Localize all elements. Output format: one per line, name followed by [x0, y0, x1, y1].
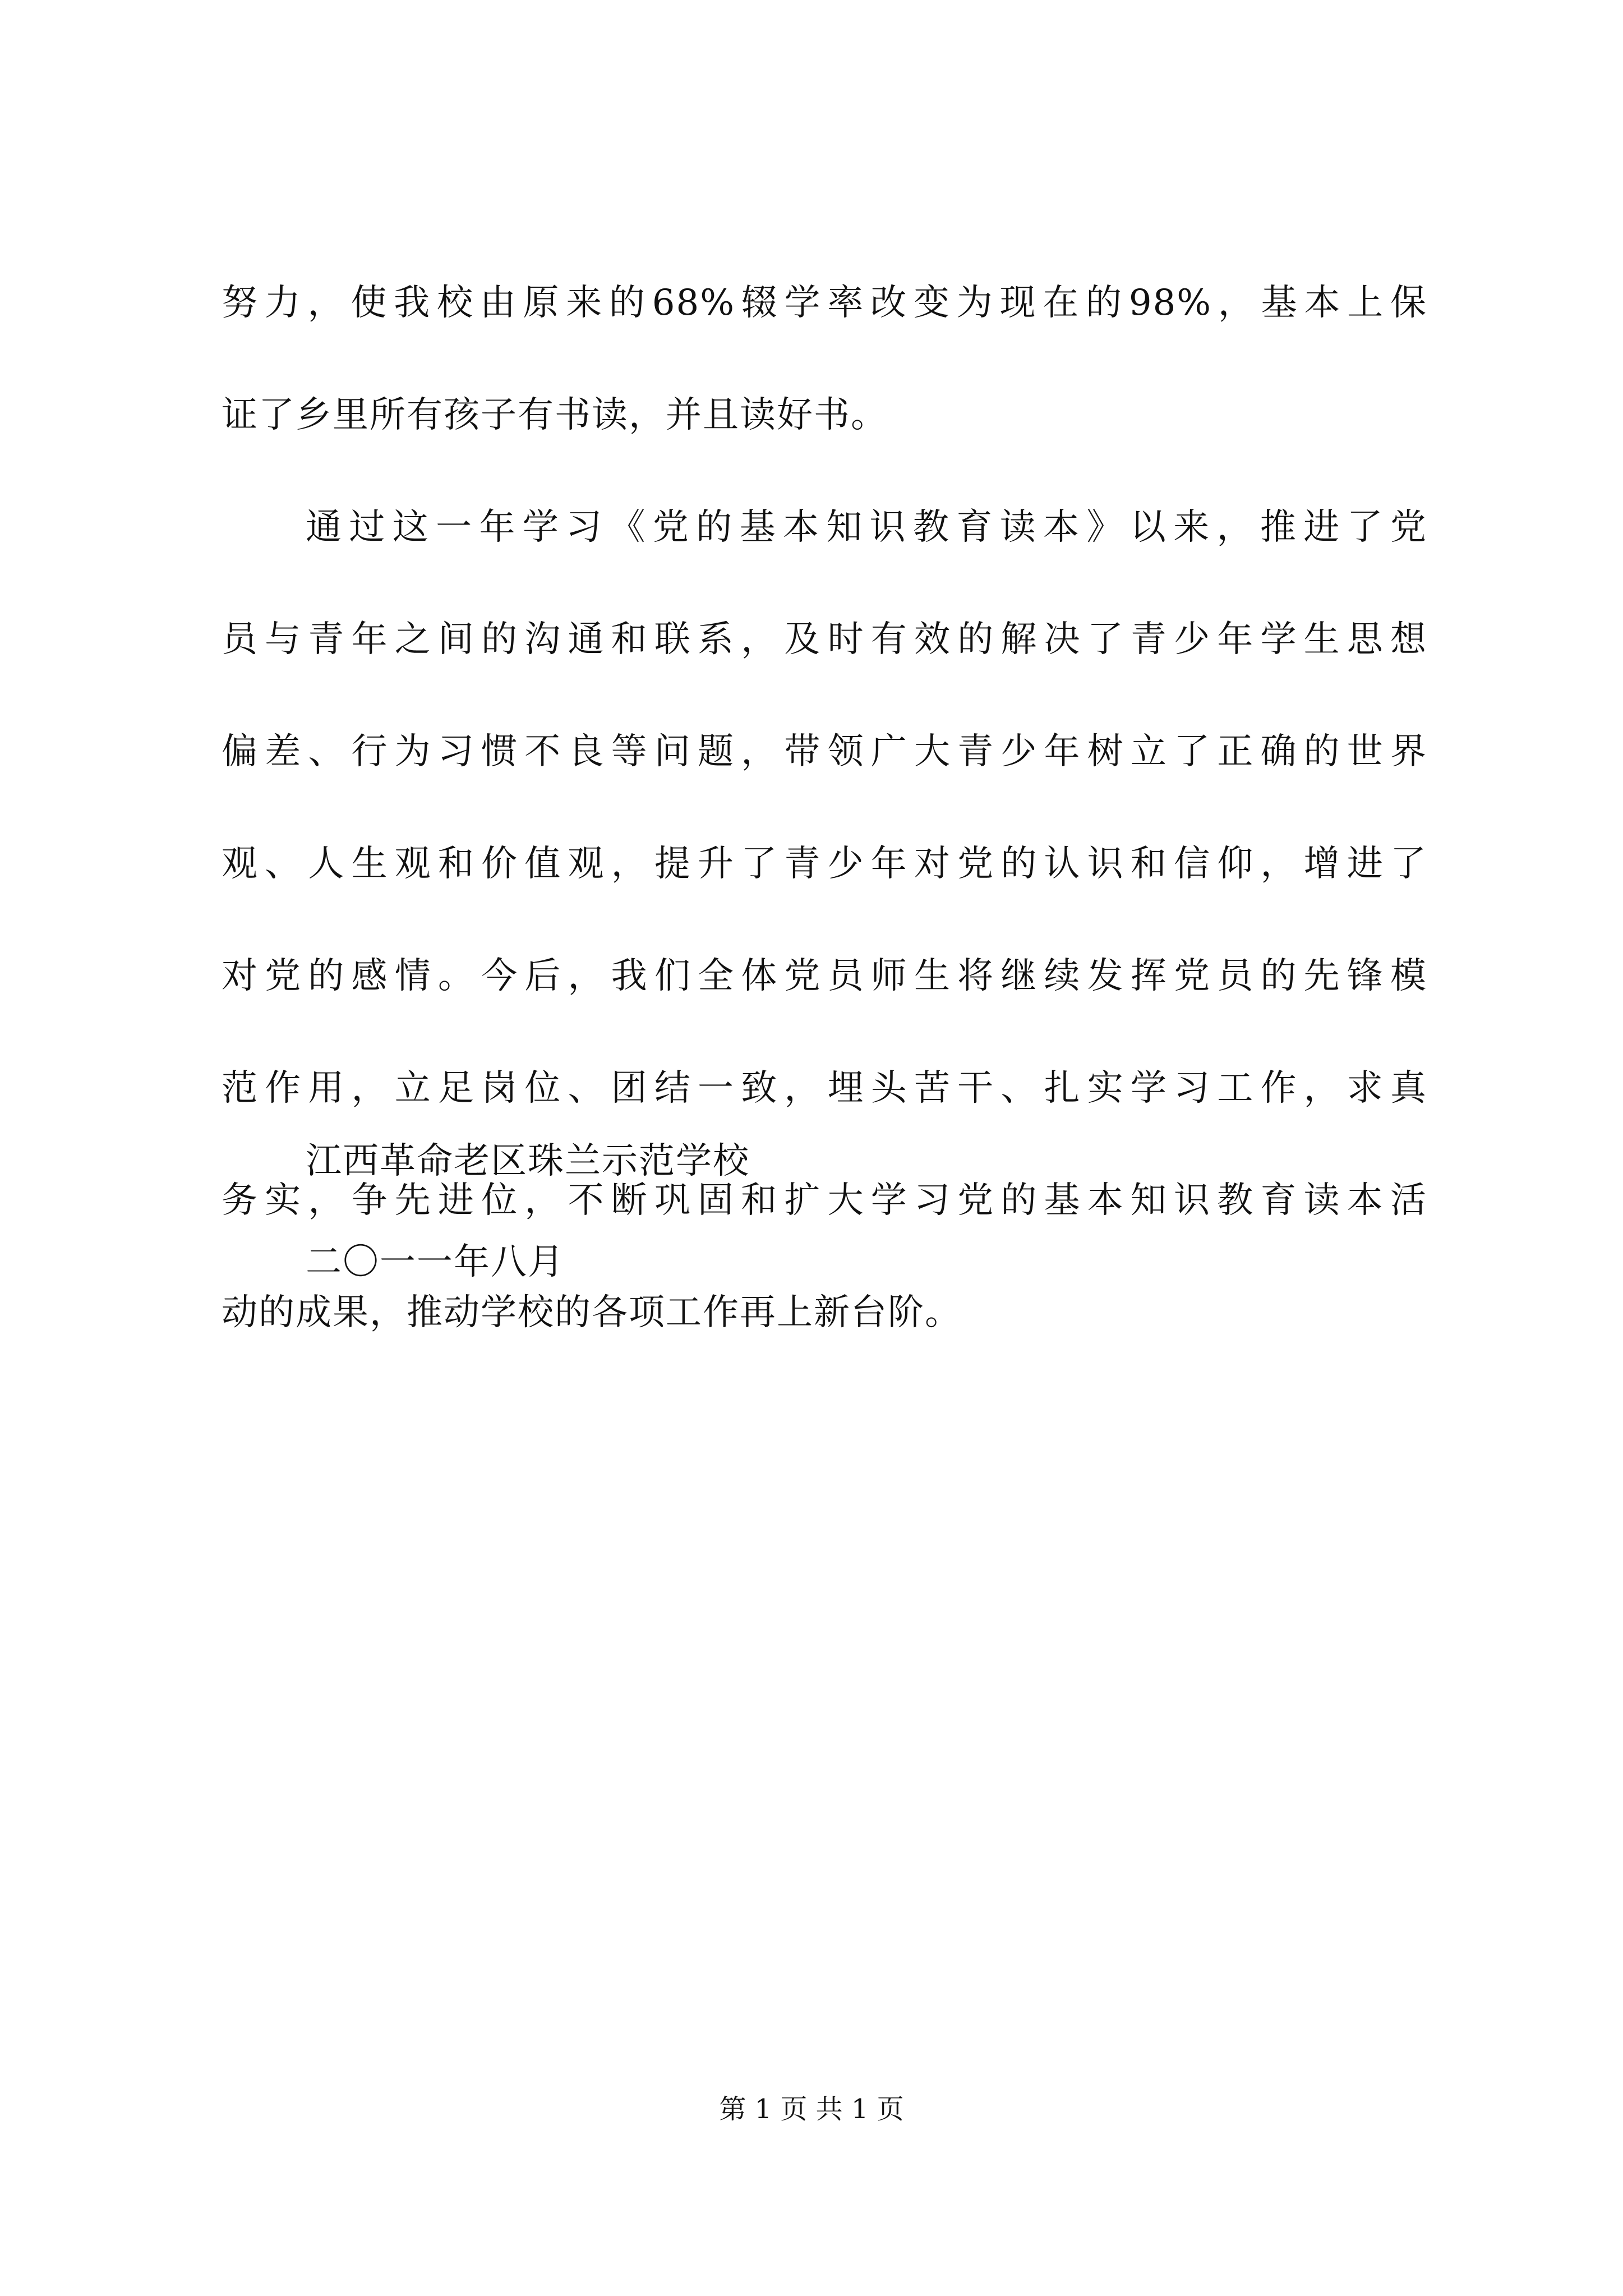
- paragraph-line: 对党的感情。今后，我们全体党员师生将继续发挥党员的先锋模: [222, 955, 1427, 997]
- signature-date: 二〇一一年八月: [306, 1241, 565, 1283]
- paragraph-line: 通过这一年学习《党的基本知识教育读本》以来，推进了党: [306, 507, 1427, 548]
- paragraph-line: 努力，使我校由原来的68%辍学率改变为现在的98%，基本上保: [222, 282, 1427, 324]
- page-footer: 第 1 页 共 1 页: [719, 2093, 904, 2125]
- paragraph-line: 员与青年之间的沟通和联系，及时有效的解决了青少年学生思想: [222, 619, 1427, 660]
- paragraph-line: 证了乡里所有孩子有书读，并且读好书。: [222, 394, 888, 436]
- paragraph-line: 动的成果，推动学校的各项工作再上新台阶。: [222, 1292, 962, 1333]
- paragraph-line: 观、人生观和价值观，提升了青少年对党的认识和信仰，增进了: [222, 843, 1427, 885]
- paragraph-line: 务实，争先进位，不断巩固和扩大学习党的基本知识教育读本活: [222, 1180, 1427, 1221]
- paragraph-line: 范作用，立足岗位、团结一致，埋头苦干、扎实学习工作，求真: [222, 1068, 1427, 1109]
- signature-school: 江西革命老区珠兰示范学校: [306, 1140, 750, 1182]
- paragraph-line: 偏差、行为习惯不良等问题，带领广大青少年树立了正确的世界: [222, 731, 1427, 772]
